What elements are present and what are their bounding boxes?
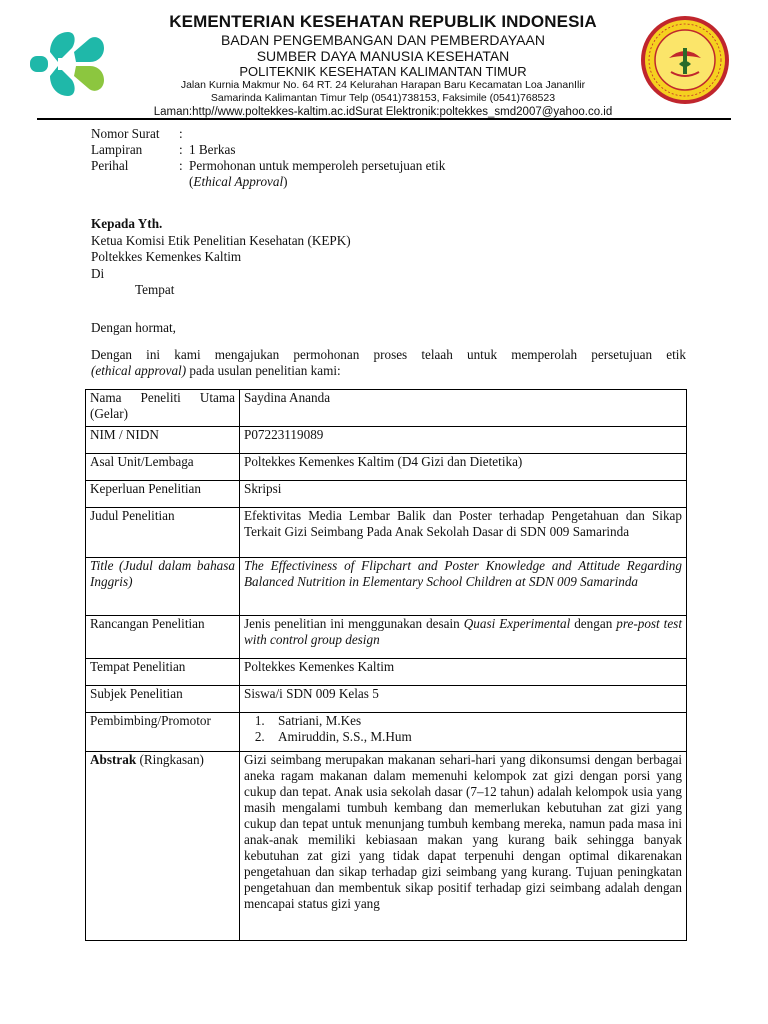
tempat-value: Poltekkes Kemenkes Kaltim (240, 659, 687, 686)
recipient-salutation: Kepada Yth. (91, 216, 163, 231)
intro-paragraph (91, 347, 686, 379)
intro-line-2 (91, 363, 686, 379)
list-item: 1. Satriani, M.Kes (268, 713, 682, 729)
perihal-subtitle (91, 174, 445, 190)
lampiran-label: Lampiran (91, 142, 143, 157)
table-row (86, 752, 687, 941)
list-item: 2. Amiruddin, S.S., M.Hum (268, 729, 682, 745)
paren-open: ( (189, 174, 194, 189)
intro-line-1: Dengan ini kami mengajukan permohonan proses telaah untuk memperolah persetujuan etik (91, 347, 686, 362)
perihal-value: Permohonan untuk memperoleh persetujuan etik (189, 158, 446, 173)
asal-label: Asal Unit/Lembaga (86, 454, 240, 481)
rancangan-label: Rancangan Penelitian (86, 616, 240, 659)
rancangan-mid: dengan (570, 616, 617, 631)
abstrak-label-bold: Abstrak (90, 752, 137, 767)
colon: : (179, 142, 183, 157)
letterhead-divider (37, 118, 731, 120)
title-value-text: The Effectiviness of Flipchart and Poster Knowledge and Attitude Regarding Balanced Nutrition in Elementary School Children at SDN 009 Samarinda (244, 558, 682, 589)
recipient-line-2: Poltekkes Kemenkes Kaltim (91, 249, 242, 264)
title-label (86, 558, 240, 616)
tempat-label: Tempat Penelitian (86, 659, 240, 686)
research-info-table (85, 389, 687, 941)
lampiran-value: 1 Berkas (189, 142, 236, 157)
asal-value: Poltekkes Kemenkes Kaltim (D4 Gizi dan Dietetika) (240, 454, 687, 481)
intro-rest: pada usulan penelitian kami: (186, 363, 341, 378)
abstrak-value (240, 752, 687, 941)
institution-name: POLITEKNIK KESEHATAN KALIMANTAN TIMUR (239, 64, 527, 79)
perihal-label: Perihal (91, 158, 129, 173)
poltekkes-seal-icon (639, 14, 731, 106)
table-row (86, 713, 687, 752)
greeting: Dengan hormat, (91, 320, 176, 335)
recipient-line-4: Tempat (135, 282, 175, 297)
abstrak-label-rest: (Ringkasan) (136, 752, 204, 767)
intro-italic: (ethical approval) (91, 363, 187, 378)
nomor-row (91, 126, 445, 142)
nim-label: NIM / NIDN (86, 427, 240, 454)
letterhead (118, 12, 648, 119)
table-row (86, 427, 687, 454)
table-row (86, 390, 687, 427)
table-row (86, 686, 687, 713)
table-row (86, 659, 687, 686)
paren-close: ) (283, 174, 288, 189)
table-row (86, 558, 687, 616)
subjek-label: Subjek Penelitian (86, 686, 240, 713)
abstrak-label (86, 752, 240, 941)
web-email-line: Laman:http//www.poltekkes-kaltim.ac.idSurat Elektronik:poltekkes_smd2007@yahoo.co.id (153, 106, 613, 118)
agency-line-1: BADAN PENGEMBANGAN DAN PEMBERDAYAAN (221, 32, 545, 48)
table-row (86, 481, 687, 508)
table-row (86, 616, 687, 659)
judul-value: Efektivitas Media Lembar Balik dan Poster terhadap Pengetahuan dan Sikap Terkait Gizi Seimbang Pada Anak Sekolah Dasar di SDN 009 Samarinda (240, 508, 687, 558)
judul-label: Judul Penelitian (86, 508, 240, 558)
recipient-block (91, 216, 351, 299)
abstrak-text: Gizi seimbang merupakan makanan sehari-hari yang dikonsumsi dengan berbagai aneka ragam makanan dalam memenuhi kelompok zat gizi dengan porsi yang cukup dan tepat. Anak usia sekolah dasar (7–12 tahun) adalah kelompok usia yang masih mengalami tumbuh kembang dan memerlukan kebutuhan zat gizi yang cukup dan tepat untuk menunjang tumbuh kembang mereka, namun pada masa ini anak-anak memiliki kebiasaan makan yang kurang baik sehingga banyak kebutuhan zat gizi yang tidak dapat terpenuhi dengan optimal dikarenakan pengetahuan dan sikap terhadap gizi seimbang yang kurang. Tujuan peningkatan pengetahuan dan membentuk sikap positif terhadap gizi seimbang adalah dengan mencapai status gizi yang (244, 752, 682, 911)
rancangan-italic-1: Quasi Experimental (463, 616, 571, 631)
pembimbing-list (244, 713, 682, 745)
kemenkes-logo-icon (28, 26, 110, 102)
nama-label: Nama Peneliti Utama (Gelar) (86, 390, 240, 427)
colon: : (179, 126, 183, 141)
agency-line-2: SUMBER DAYA MANUSIA KESEHATAN (256, 48, 510, 64)
address-line-1: Jalan Kurnia Makmur No. 64 RT. 24 Kelurahan Harapan Baru Kecamatan Loa JananIlir (180, 79, 586, 91)
nomor-label: Nomor Surat (91, 126, 160, 141)
table-row (86, 454, 687, 481)
nim-value: P07223119089 (240, 427, 687, 454)
title-value (240, 558, 687, 616)
nama-value: Saydina Ananda (240, 390, 687, 427)
rancangan-italic-2: pre-post test with control group design (244, 616, 682, 647)
rancangan-text: Jenis penelitian ini menggunakan desain (244, 616, 464, 631)
keperluan-value: Skripsi (240, 481, 687, 508)
rancangan-value (240, 616, 687, 659)
table-row (86, 508, 687, 558)
recipient-line-3: Di (91, 265, 105, 281)
recipient-line-1: Ketua Komisi Etik Penelitian Kesehatan (KEPK) (91, 232, 351, 248)
perihal-row (91, 158, 445, 174)
lampiran-row (91, 142, 445, 158)
letter-meta (91, 126, 445, 190)
subjek-value: Siswa/i SDN 009 Kelas 5 (240, 686, 687, 713)
title-label-text: Title (Judul dalam bahasa Inggris) (90, 558, 235, 589)
address-line-2: Samarinda Kalimantan Timur Telp (0541)738153, Faksimile (0541)768523 (210, 92, 556, 104)
pembimbing-value (240, 713, 687, 752)
colon: : (179, 158, 183, 173)
ethical-approval-italic: Ethical Approval (193, 174, 284, 189)
keperluan-label: Keperluan Penelitian (86, 481, 240, 508)
ministry-name: KEMENTERIAN KESEHATAN REPUBLIK INDONESIA (169, 12, 597, 31)
pembimbing-label: Pembimbing/Promotor (86, 713, 240, 752)
